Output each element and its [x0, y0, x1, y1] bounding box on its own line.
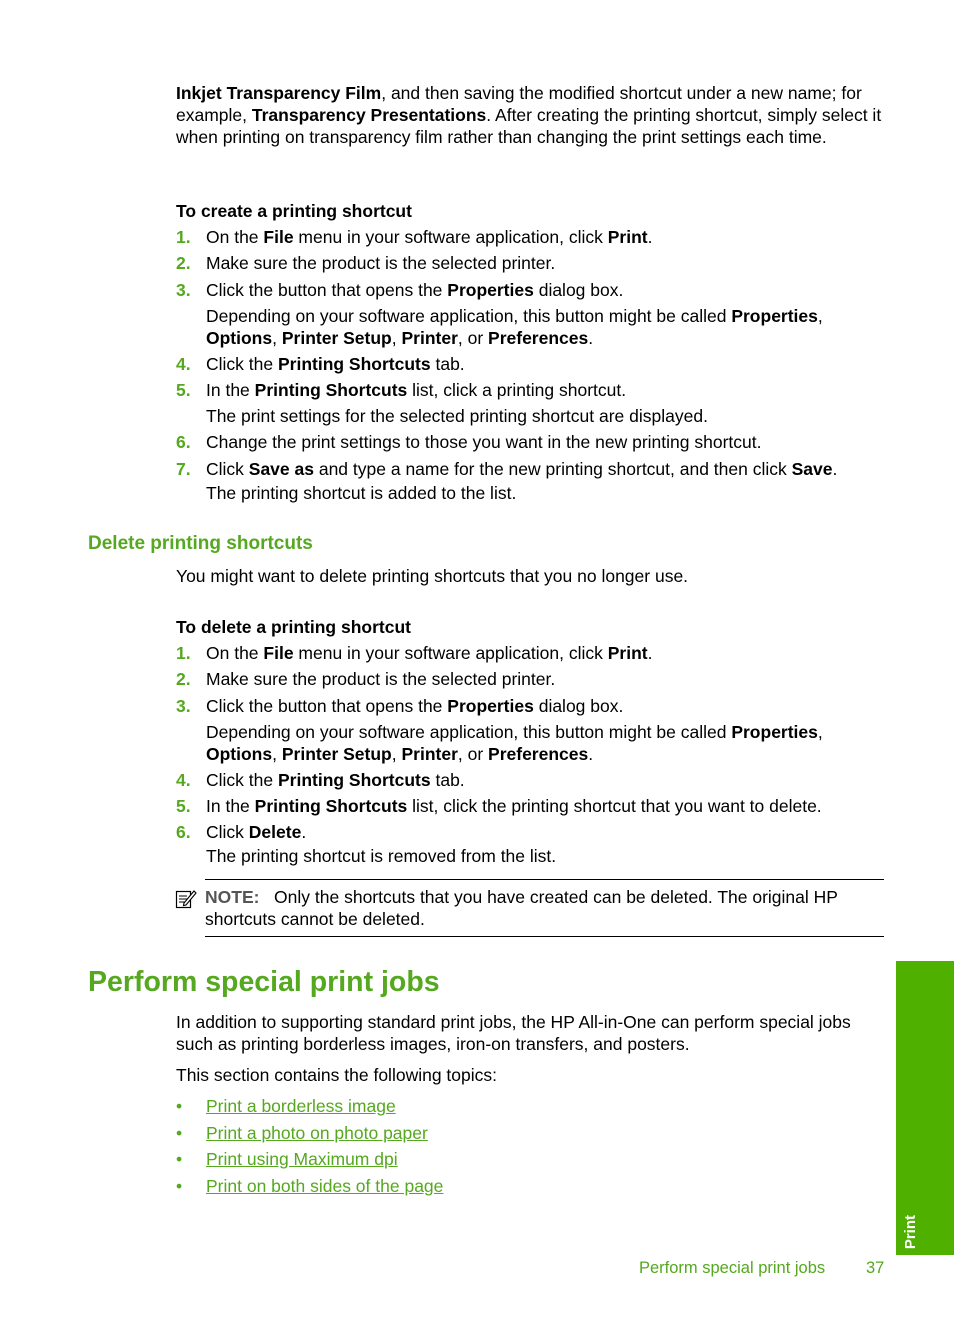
list-item: 6. Change the print settings to those you want in the new printing shortcut. — [176, 432, 762, 453]
delete-heading: To delete a printing shortcut — [176, 617, 411, 637]
link-borderless-image[interactable]: Print a borderless image — [206, 1096, 396, 1116]
step-note: The print settings for the selected printing shortcut are displayed. — [206, 406, 708, 427]
list-item: 4. Click the Printing Shortcuts tab. — [176, 769, 465, 790]
footer-title: Perform special print jobs — [639, 1259, 826, 1277]
step-note: The printing shortcut is added to the list. — [206, 482, 517, 503]
list-item: 2. Make sure the product is the selected printer. — [176, 253, 556, 274]
side-tab-label: Print — [902, 1214, 919, 1249]
create-steps — [176, 226, 888, 508]
link-both-sides[interactable]: Print on both sides of the page — [206, 1175, 444, 1196]
list-item: 1. On the File menu in your software application, click Print. — [176, 227, 653, 247]
list-item: 6. Click Delete. The printing shortcut is removed from the list. — [176, 821, 888, 867]
list-item: 7. Click Save as and type a name for the new printing shortcut, and then click Save. The printing shortcut is added to the list. — [176, 458, 888, 504]
page-number: 37 — [866, 1259, 885, 1277]
note-box — [205, 879, 884, 937]
note-pencil-icon — [175, 888, 197, 910]
section-title-special: Perform special print jobs — [88, 966, 440, 998]
list-item: 2. Make sure the product is the selected printer. — [176, 669, 556, 690]
delete-intro: You might want to delete printing shortcuts that you no longer use. — [176, 566, 689, 586]
section-title-delete: Delete printing shortcuts — [88, 533, 313, 554]
list-item: 1. On the File menu in your software application, click Print. — [176, 643, 653, 663]
note-label: NOTE: — [205, 887, 260, 907]
list-item: • Print a photo on photo paper — [176, 1122, 428, 1143]
special-intro: In addition to supporting standard print jobs, the HP All-in-One can perform special jobs such as printing borderless images, iron-on transfers, and posters. — [176, 1012, 851, 1054]
list-item: • Print using Maximum dpi — [176, 1149, 398, 1169]
list-item: 5. In the Printing Shortcuts list, click a printing shortcut. The print settings for the selected printing shortcut are displayed. — [176, 379, 888, 427]
list-item: • Print on both sides of the page — [176, 1175, 444, 1196]
link-photo-paper[interactable]: Print a photo on photo paper — [206, 1122, 428, 1143]
list-item: 4. Click the Printing Shortcuts tab. — [176, 353, 465, 374]
intro-paragraph: Inkjet Transparency Film, and then saving the modified shortcut under a new name; for example, Transparency Presentations. After creating the printing shortcut, simply select it when printing on transparency film rather than changing the print settings each time. — [176, 83, 882, 147]
list-item: 3. Click the button that opens the Properties dialog box. Depending on your software application, this button might be called Properties, Options, Printer Setup, Printer, or Preferences. — [176, 279, 888, 349]
link-maximum-dpi[interactable]: Print using Maximum dpi — [206, 1149, 398, 1169]
list-item: • Print a borderless image — [176, 1096, 396, 1116]
create-heading: To create a printing shortcut — [176, 201, 412, 221]
delete-steps — [176, 642, 888, 872]
step-note: The printing shortcut is removed from the list. — [206, 846, 557, 867]
topics-intro: This section contains the following topics: — [176, 1065, 497, 1085]
topics-list — [176, 1095, 443, 1201]
step-note: Depending on your software application, this button might be called Properties, Options, Printer Setup, Printer, or Preferences. — [206, 721, 823, 764]
list-item: 3. Click the button that opens the Properties dialog box. Depending on your software application, this button might be called Properties, Options, Printer Setup, Printer, or Preferences. — [176, 695, 888, 765]
list-item: 5. In the Printing Shortcuts list, click the printing shortcut that you want to delete. — [176, 796, 822, 817]
note-text: Only the shortcuts that you have created can be deleted. The original HP shortcuts cannot be deleted. — [205, 887, 838, 929]
chapter-side-tab — [896, 961, 954, 1255]
step-note: Depending on your software application, this button might be called Properties, Options, Printer Setup, Printer, or Preferences. — [206, 305, 823, 348]
